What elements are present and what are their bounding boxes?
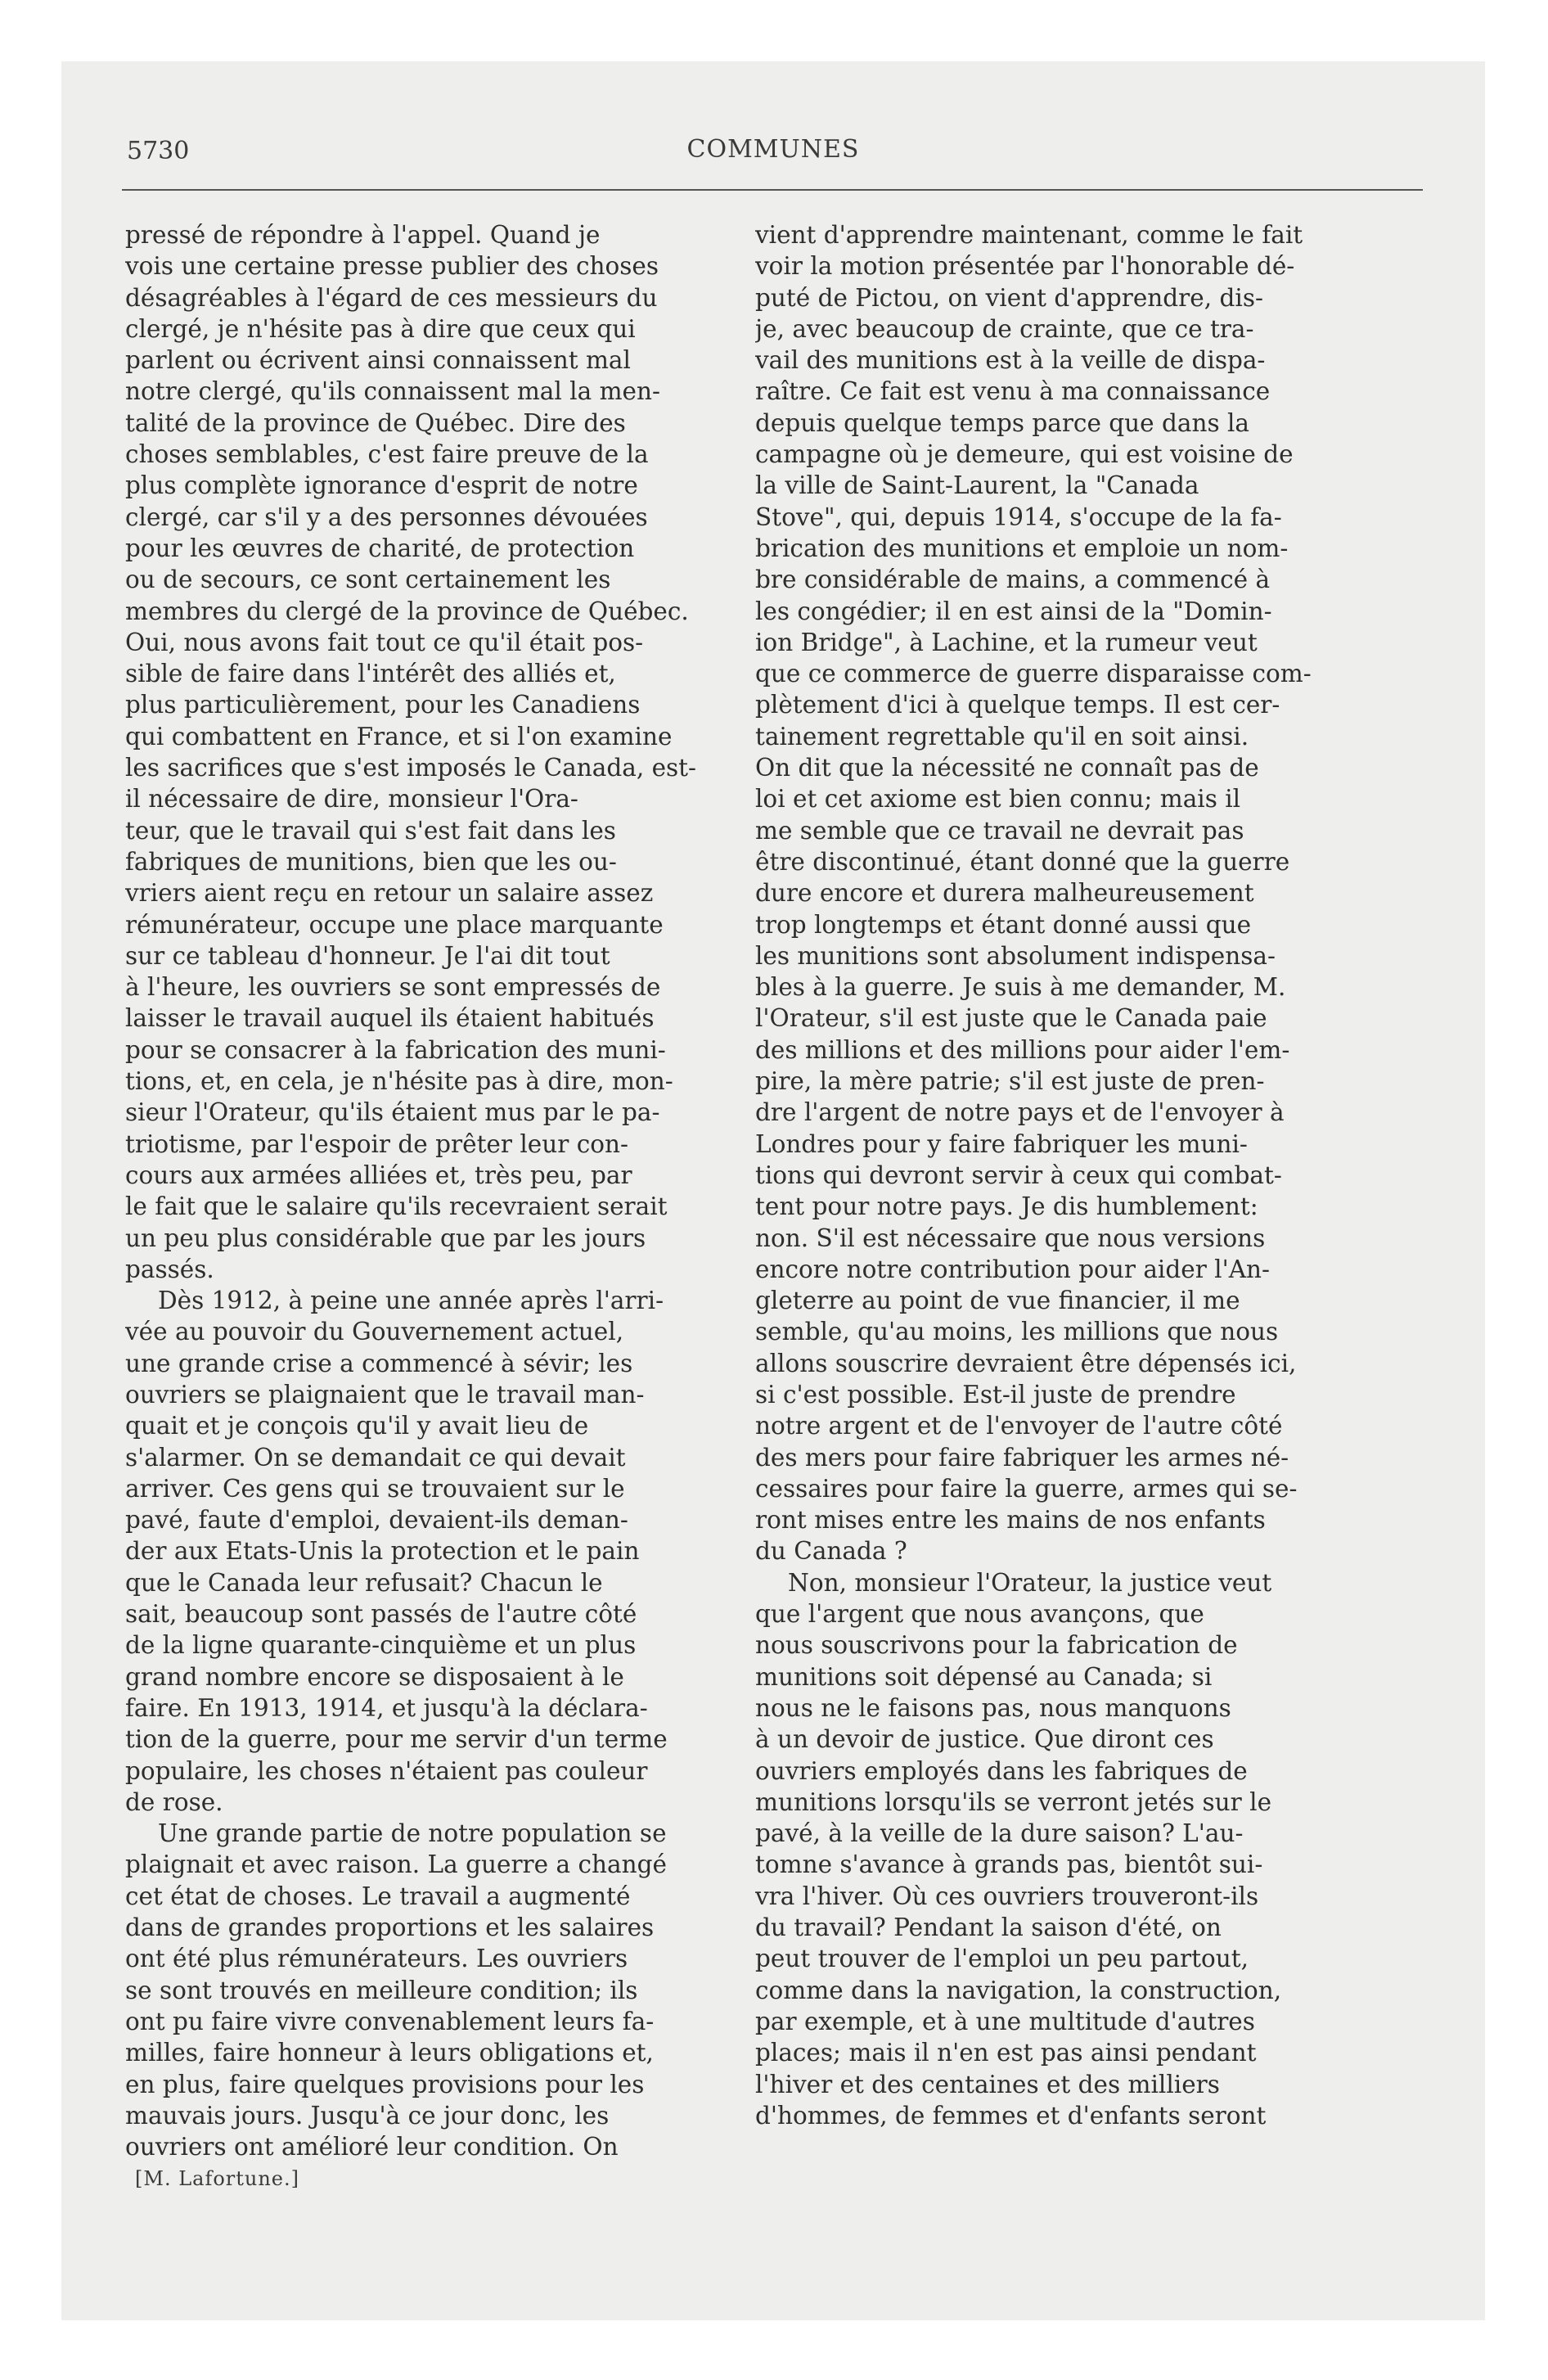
text-line: des mers pour faire fabriquer les armes né-	[755, 1443, 1289, 1472]
text-line: de la ligne quarante-cinquième et un plus	[125, 1631, 637, 1660]
text-line: bre considérable de mains, a commencé à	[755, 566, 1271, 594]
text-line: munitions lorsqu'ils se verront jetés sur le	[755, 1787, 1272, 1816]
text-line: pressé de répondre à l'appel. Quand je	[125, 221, 601, 249]
text-line: populaire, les choses n'étaient pas couleur	[125, 1756, 648, 1785]
text-line: faire. En 1913, 1914, et jusqu'à la déclara-	[125, 1693, 648, 1722]
text-line: dans de grandes proportions et les salaires	[125, 1913, 655, 1942]
text-line: Londres pour y faire fabriquer les muni-	[755, 1129, 1248, 1158]
page-number: 5730	[127, 137, 190, 165]
text-line: vra l'hiver. Où ces ouvriers trouveront-ils	[755, 1882, 1259, 1910]
text-line: mauvais jours. Jusqu'à ce jour donc, les	[125, 2101, 610, 2130]
text-line: sur ce tableau d'honneur. Je l'ai dit tout	[125, 941, 610, 970]
running-title: COMMUNES	[686, 135, 860, 164]
text-line: ont été plus rémunérateurs. Les ouvriers	[125, 1945, 628, 1973]
text-line: sieur l'Orateur, qu'ils étaient mus par le pa-	[125, 1098, 660, 1127]
text-line: sait, beaucoup sont passés de l'autre côté	[125, 1600, 637, 1629]
text-line: dure encore et durera malheureusement	[755, 879, 1254, 908]
text-line: Dès 1912, à peine une année après l'arri-	[158, 1287, 664, 1315]
text-line: encore notre contribution pour aider l'An-	[755, 1255, 1270, 1283]
text-line: un peu plus considérable que par les jours	[125, 1224, 646, 1252]
text-line: depuis quelque temps parce que dans la	[755, 408, 1250, 437]
text-line: comme dans la navigation, la construction,	[755, 1976, 1282, 2004]
text-line: se sont trouvés en meilleure condition; ils	[125, 1976, 638, 2004]
text-line: vient d'apprendre maintenant, comme le fait	[755, 221, 1303, 249]
text-line: l'hiver et des centaines et des milliers	[755, 2070, 1220, 2098]
text-line: voir la motion présentée par l'honorable dé-	[755, 252, 1295, 281]
text-line: à l'heure, les ouvriers se sont empressés de	[125, 973, 661, 1002]
text-line: plaignait et avec raison. La guerre a changé	[125, 1850, 667, 1879]
text-line: l'Orateur, s'il est juste que le Canada paie	[755, 1004, 1267, 1033]
text-line: tainement regrettable qu'il en soit ainsi.	[755, 722, 1249, 751]
left-column	[125, 219, 769, 2162]
text-line: gleterre au point de vue financier, il me	[755, 1287, 1240, 1315]
text-line: Stove", qui, depuis 1914, s'occupe de la fa-	[755, 503, 1282, 531]
text-line: choses semblables, c'est faire preuve de la	[125, 440, 649, 469]
text-line: talité de la province de Québec. Dire des	[125, 408, 626, 437]
text-line: tion de la guerre, pour me servir d'un terme	[125, 1725, 668, 1754]
text-line: les munitions sont absolument indispensa-	[755, 941, 1276, 970]
text-line: cessaires pour faire la guerre, armes qui se-	[755, 1474, 1298, 1503]
text-line: d'hommes, de femmes et d'enfants seront	[755, 2101, 1267, 2130]
text-line: notre clergé, qu'ils connaissent mal la men-	[125, 377, 660, 406]
text-line: s'alarmer. On se demandait ce qui devait	[125, 1443, 626, 1472]
text-line: brication des munitions et emploie un nom-	[755, 534, 1289, 562]
text-line: par exemple, et à une multitude d'autres	[755, 2007, 1255, 2035]
text-line: semble, qu'au moins, les millions que nous	[755, 1318, 1279, 1346]
page-header	[61, 61, 1485, 184]
text-line: du travail? Pendant la saison d'été, on	[755, 1913, 1222, 1942]
text-line: ou de secours, ce sont certainement les	[125, 566, 611, 594]
text-line: teur, que le travail qui s'est fait dans les	[125, 816, 616, 845]
text-line: ont pu faire vivre convenablement leurs fa-	[125, 2007, 655, 2035]
text-line: rémunérateur, occupe une place marquante	[125, 910, 664, 939]
text-line: que ce commerce de guerre disparaisse com-	[755, 660, 1312, 688]
text-line: pavé, à la veille de la dure saison? L'au-	[755, 1819, 1244, 1848]
text-line: non. S'il est nécessaire que nous versions	[755, 1224, 1266, 1252]
text-line: à un devoir de justice. Que diront ces	[755, 1725, 1214, 1754]
text-line: Non, monsieur l'Orateur, la justice veut	[788, 1568, 1272, 1597]
text-line: peut trouver de l'emploi un peu partout,	[755, 1945, 1249, 1973]
text-line: plus particulièrement, pour les Canadiens	[125, 691, 641, 719]
text-line: pavé, faute d'emploi, devaient-ils deman-	[125, 1506, 628, 1535]
text-line: campagne où je demeure, qui est voisine de	[755, 440, 1294, 469]
text-line: pire, la mère patrie; s'il est juste de pren-	[755, 1067, 1265, 1096]
text-line: milles, faire honneur à leurs obligations et,	[125, 2039, 654, 2067]
text-line: les congédier; il en est ainsi de la "Domin-	[755, 597, 1272, 625]
text-line: Une grande partie de notre population se	[158, 1819, 667, 1848]
text-line: der aux Etats-Unis la protection et le pain	[125, 1537, 640, 1566]
text-line: du Canada ?	[755, 1537, 907, 1566]
text-line: ouvriers employés dans les fabriques de	[755, 1756, 1248, 1785]
text-line: cet état de choses. Le travail a augmenté	[125, 1882, 631, 1910]
text-line: je, avec beaucoup de crainte, que ce tra-	[755, 314, 1254, 343]
text-line: Oui, nous avons fait tout ce qu'il était pos-	[125, 628, 644, 656]
text-line: triotisme, par l'espoir de prêter leur con-	[125, 1129, 628, 1158]
text-line: plus complète ignorance d'esprit de notre	[125, 471, 638, 500]
text-line: me semble que ce travail ne devrait pas	[755, 816, 1244, 845]
text-line: si c'est possible. Est-il juste de prendre	[755, 1380, 1236, 1409]
text-line: nous ne le faisons pas, nous manquons	[755, 1693, 1231, 1722]
text-line: munitions soit dépensé au Canada; si	[755, 1662, 1213, 1691]
text-line: le fait que le salaire qu'ils recevraient serait	[125, 1192, 668, 1221]
text-line: fabriques de munitions, bien que les ou-	[125, 847, 617, 876]
text-line: puté de Pictou, on vient d'apprendre, dis-	[755, 283, 1263, 312]
text-line: vail des munitions est à la veille de dispa-	[755, 346, 1266, 375]
text-line: pour se consacrer à la fabrication des muni-	[125, 1035, 666, 1064]
text-line: pour les œuvres de charité, de protection	[125, 534, 635, 562]
text-line: ouvriers ont amélioré leur condition. On	[125, 2133, 619, 2161]
text-line: plètement d'ici à quelque temps. Il est cer-	[755, 691, 1280, 719]
text-line: membres du clergé de la province de Québec.	[125, 597, 689, 625]
text-line: raître. Ce fait est venu à ma connaissance	[755, 377, 1271, 406]
text-line: arriver. Ces gens qui se trouvaient sur le	[125, 1474, 625, 1503]
text-line: vriers aient reçu en retour un salaire assez	[125, 879, 654, 908]
text-line: que le Canada leur refusait? Chacun le	[125, 1568, 603, 1597]
text-line: clergé, je n'hésite pas à dire que ceux qui	[125, 314, 636, 343]
text-line: des millions et des millions pour aider l'em-	[755, 1035, 1290, 1064]
text-line: grand nombre encore se disposaient à le	[125, 1662, 624, 1691]
text-line: clergé, car s'il y a des personnes dévouées	[125, 503, 648, 531]
text-line: de rose.	[125, 1787, 223, 1816]
text-line: en plus, faire quelques provisions pour les	[125, 2070, 645, 2098]
text-line: trop longtemps et étant donné aussi que	[755, 910, 1252, 939]
text-line: allons souscrire devraient être dépensés ici,	[755, 1349, 1297, 1377]
text-line: cours aux armées alliées et, très peu, par	[125, 1161, 632, 1189]
text-line: loi et cet axiome est bien connu; mais il	[755, 785, 1241, 814]
text-line: que l'argent que nous avançons, que	[755, 1600, 1204, 1629]
text-line: laisser le travail auquel ils étaient habitués	[125, 1004, 655, 1033]
text-line: places; mais il n'en est pas ainsi pendant	[755, 2039, 1257, 2067]
text-line: une grande crise a commencé à sévir; les	[125, 1349, 633, 1377]
text-line: les sacrifices que s'est imposés le Canada, est-	[125, 754, 696, 782]
text-line: ouvriers se plaignaient que le travail man-	[125, 1380, 645, 1409]
text-line: dre l'argent de notre pays et de l'envoyer à	[755, 1098, 1285, 1127]
text-line: tomne s'avance à grands pas, bientôt sui-	[755, 1850, 1263, 1879]
text-line: vois une certaine presse publier des choses	[125, 252, 659, 281]
text-line: sible de faire dans l'intérêt des alliés et,	[125, 660, 616, 688]
text-line: désagréables à l'égard de ces messieurs du	[125, 283, 658, 312]
text-line: parlent ou écrivent ainsi connaissent mal	[125, 346, 631, 375]
text-line: tions qui devront servir à ceux qui combat-	[755, 1161, 1282, 1189]
text-line: tent pour notre pays. Je dis humblement:	[755, 1192, 1258, 1221]
text-line: On dit que la nécessité ne connaît pas de	[755, 754, 1259, 782]
text-line: nous souscrivons pour la fabrication de	[755, 1631, 1238, 1660]
text-line: notre argent et de l'envoyer de l'autre côté	[755, 1412, 1283, 1440]
text-line: vée au pouvoir du Gouvernement actuel,	[125, 1318, 624, 1346]
text-line: tions, et, en cela, je n'hésite pas à dire, mon-	[125, 1067, 673, 1096]
scanned-page	[61, 61, 1485, 2320]
text-line: être discontinué, étant donné que la guerre	[755, 847, 1290, 876]
text-line: quait et je conçois qu'il y avait lieu de	[125, 1412, 589, 1440]
text-line: ion Bridge", à Lachine, et la rumeur veut	[755, 628, 1258, 656]
text-line: il nécessaire de dire, monsieur l'Ora-	[125, 785, 578, 814]
text-line: passés.	[125, 1255, 214, 1283]
header-rule	[122, 189, 1423, 191]
text-line: la ville de Saint-Laurent, la "Canada	[755, 471, 1199, 500]
right-column	[755, 219, 1399, 2131]
text-line: qui combattent en France, et si l'on examine	[125, 722, 673, 751]
text-line: ront mises entre les mains de nos enfants	[755, 1506, 1266, 1535]
text-line: bles à la guerre. Je suis à me demander, M.	[755, 973, 1286, 1002]
speaker-attribution: [M. Lafortune.]	[135, 2167, 299, 2190]
